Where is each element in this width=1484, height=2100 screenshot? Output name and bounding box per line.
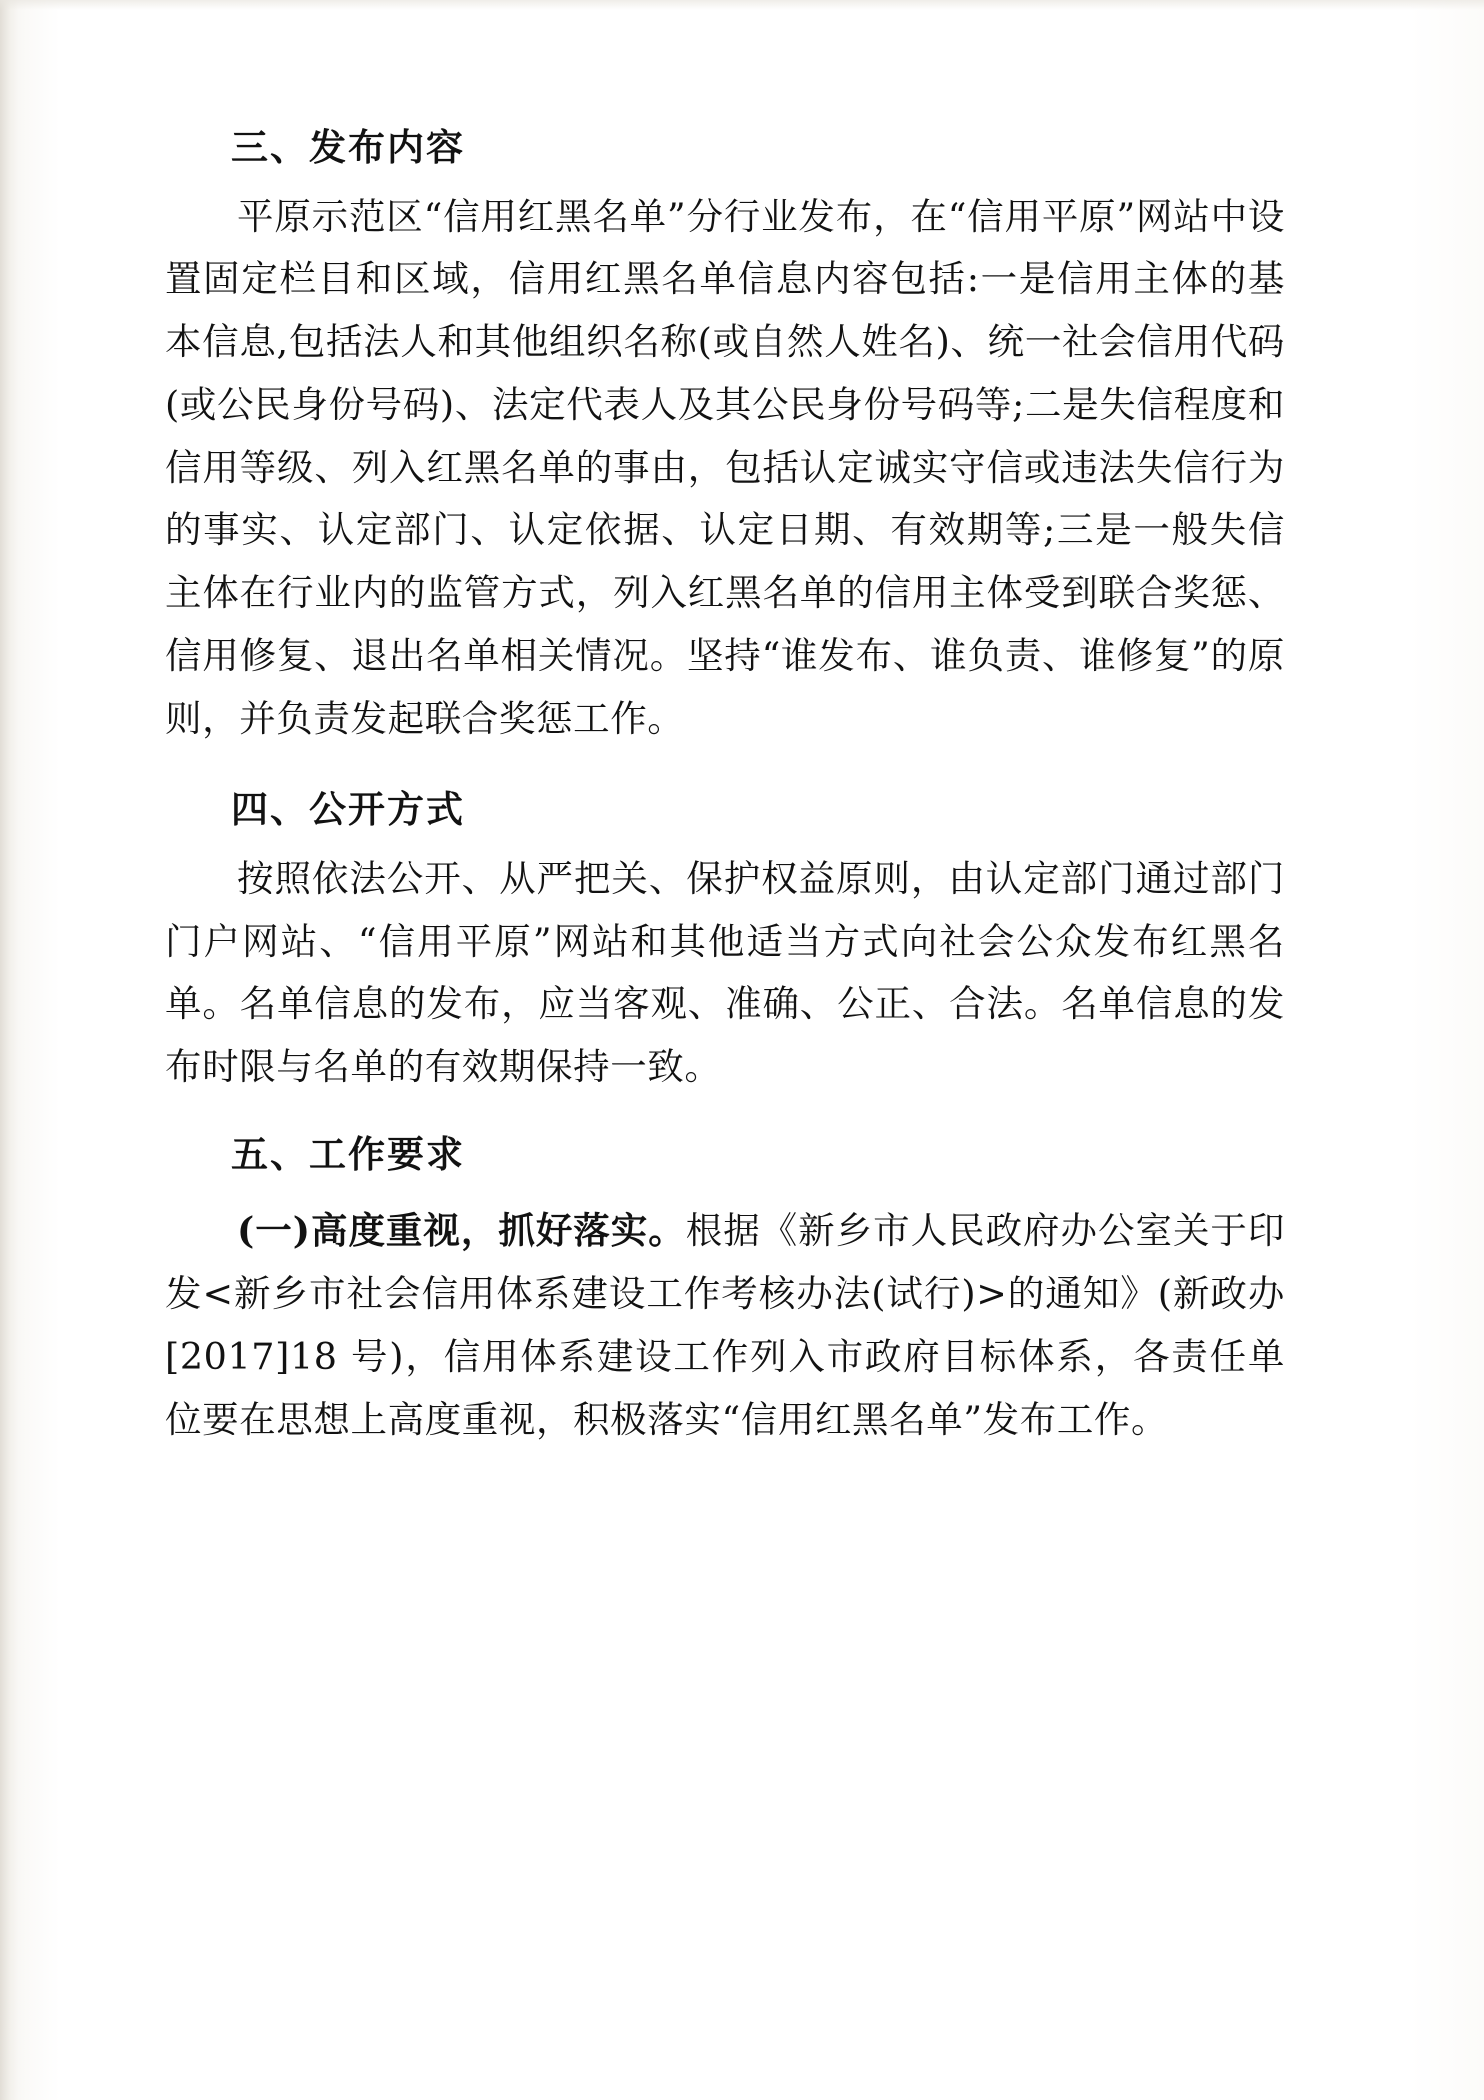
section-spacer <box>165 1105 1285 1127</box>
paragraph-item-one-lead: (一)高度重视，抓好落实。 <box>237 1209 686 1253</box>
page-edge-shadow-top <box>0 0 1484 10</box>
page-edge-shadow-left <box>0 0 18 2100</box>
paragraph-item-one <box>165 1200 1285 1451</box>
section-heading-four: 四、公开方式 <box>231 787 465 832</box>
paragraph-disclosure: 按照依法公开、从严把关、保护权益原则，由认定部门通过部门门户网站、“信用平原”网站和其他适当方式向社会公众发布红黑名单。名单信息的发布，应当客观、准确、公正、合法。名单信息的发布时限与名单的有效期保持一致。 <box>165 856 1285 1089</box>
paragraph-spacer <box>165 1192 1285 1200</box>
document-body <box>165 120 1285 1458</box>
section-heading-three: 三、发布内容 <box>231 125 465 169</box>
section-heading-five: 五、工作要求 <box>231 1131 465 1176</box>
paragraph-item-one-text: 根据《新乡市人民政府办公室关于印发<新乡市社会信用体系建设工作考核办法(试行)>的通知》(新政办[2017]18 号)，信用体系建设工作列入市政府目标体系，各责任单位要在思想上高度重视，积极落实“信用红黑名单”发布工作。 <box>165 1209 1285 1441</box>
section-spacer <box>165 756 1285 782</box>
paragraph-publish-content: 平原示范区“信用红黑名单”分行业发布，在“信用平原”网站中设置固定栏目和区域，信用红黑名单信息内容包括:一是信用主体的基本信息,包括法人和其他组织名称(或自然人姓名)、统一社会信用代码(或公民身份号码)、法定代表人及其公民身份号码等;二是失信程度和信用等级、列入红黑名单的事由，包括认定诚实守信或违法失信行为的事实、认定部门、认定依据、认定日期、有效期等;三是一般失信主体在行业内的监管方式，列入红黑名单的信用主体受到联合奖惩、信用修复、退出名单相关情况。坚持“谁发布、谁负责、谁修复”的原则，并负责发起联合奖惩工作。 <box>165 194 1285 740</box>
